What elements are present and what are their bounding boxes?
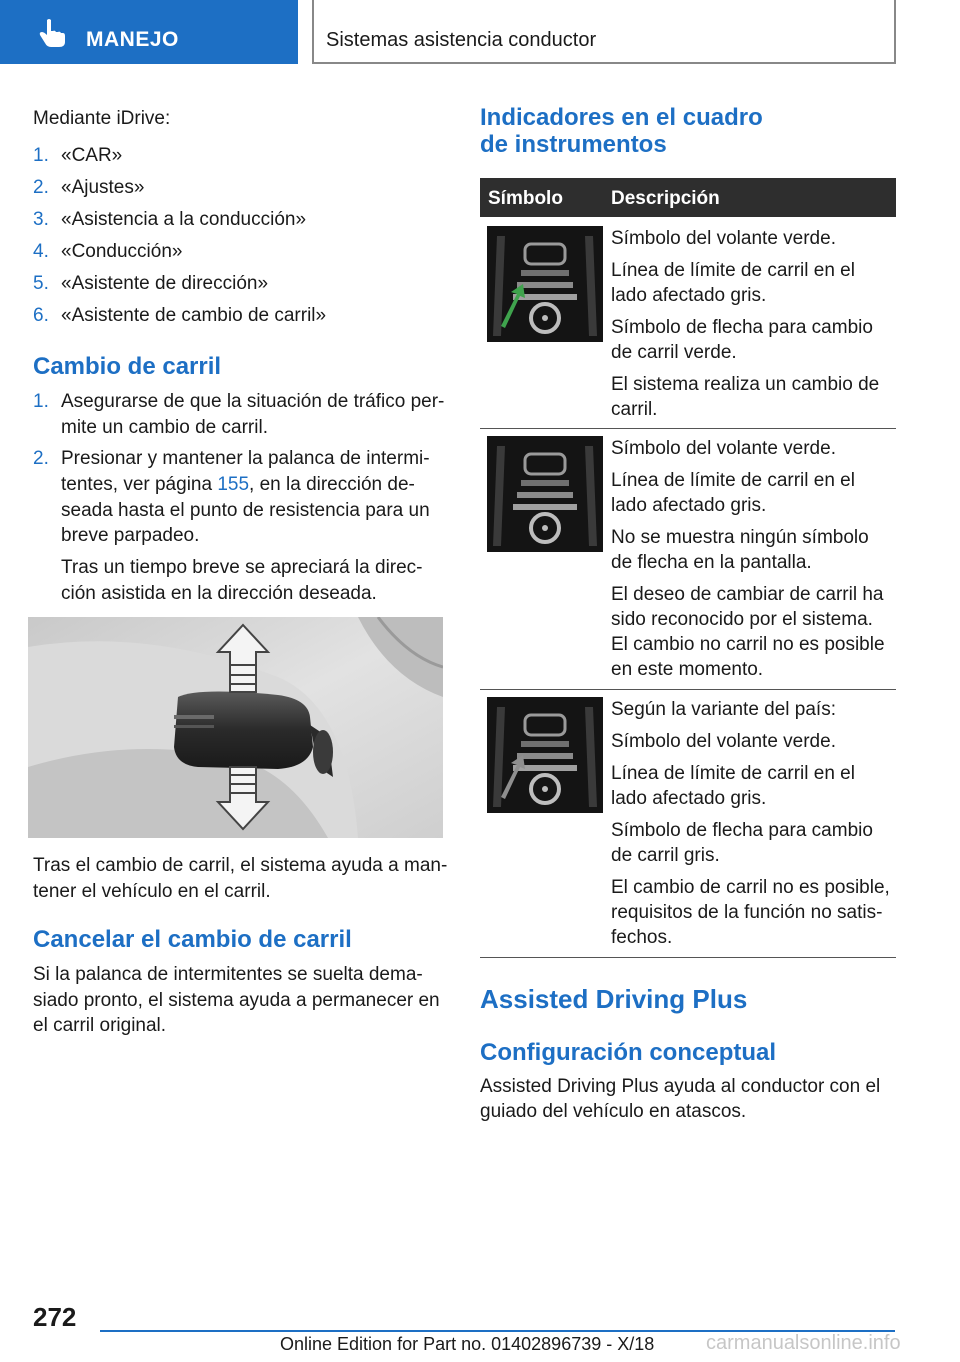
step-text: «Asistente de dirección» (61, 273, 269, 294)
lane-change-heading: Cambio de carril (33, 353, 222, 380)
step-number: 2. (33, 448, 49, 469)
row-description: Símbolo del volante verde. Línea de límite de carril en el lado afectado gris. No se muestra ningún símbolo de flecha en la pantalla. El deseo de cambiar de carril ha sido reconocido por el sistema. El cambio no carril no es posible en este momento. (611, 438, 885, 680)
body-text: siado pronto, el sistema ayuda a permanecer en (33, 990, 440, 1011)
body-text: tener el vehículo en el carril. (33, 881, 271, 902)
step-text: «Conducción» (61, 241, 183, 262)
step-text: Presionar y mantener la palanca de intermi‐ (61, 448, 430, 469)
step-text: ción asistida en la dirección deseada. (61, 583, 377, 604)
steering-wheel-lane-icon (487, 226, 603, 342)
step-text: «Asistente de cambio de carril» (61, 305, 327, 326)
step-number: 6. (33, 305, 49, 326)
row-description: Según la variante del país: Símbolo del volante verde. Línea de límite de carril en el lado afectado gris. Símbolo de flecha para cambio de carril gris. El cambio de carril no es posible, requisitos de la función no satis‐fechos. (611, 699, 890, 948)
step-number: 1. (33, 391, 49, 412)
watermark: carmanualsonline.info (706, 1332, 901, 1354)
column-header-description: Descripción (611, 188, 720, 209)
body-text: Si la palanca de intermitentes se suelta dema‐ (33, 964, 423, 985)
edition-info: Online Edition for Part no. 01402896739 - X/18 (280, 1334, 655, 1354)
step-text: Asegurarse de que la situación de tráfico per‐ (61, 391, 445, 412)
step-number: 1. (33, 145, 49, 166)
step-number: 3. (33, 209, 49, 230)
section-title: MANEJO (86, 28, 179, 51)
steering-wheel-lane-icon (487, 436, 603, 552)
step-text: mite un cambio de carril. (61, 417, 268, 438)
step-number: 2. (33, 177, 49, 198)
table-header (480, 178, 896, 217)
page-link-155[interactable]: 155 (217, 474, 250, 495)
step-number: 4. (33, 241, 49, 262)
row-divider (480, 428, 896, 429)
lever-illustration (28, 617, 443, 838)
column-header-symbol: Símbolo (488, 188, 563, 209)
page-number: 272 (33, 1302, 77, 1332)
row-divider (480, 689, 896, 690)
body-text: el carril original. (33, 1015, 167, 1036)
step-text: breve parpadeo. (61, 525, 200, 546)
assisted-driving-plus-heading: Assisted Driving Plus (480, 984, 748, 1014)
step-text: «CAR» (61, 145, 123, 166)
chapter-title: Sistemas asistencia conductor (326, 29, 597, 51)
intro-text: Mediante iDrive: (33, 108, 171, 129)
body-text: Tras el cambio de carril, el sistema ayuda a man‐ (33, 855, 448, 876)
lane-change-recognized-symbol (487, 436, 603, 552)
step-text: «Ajustes» (61, 177, 145, 198)
hand-pointer-icon (38, 18, 66, 48)
concept-heading: Configuración conceptual (480, 1039, 777, 1066)
turn-signal-lever-figure (28, 617, 443, 838)
step-text: seada hasta el punto de resistencia para un (61, 500, 430, 521)
section-tab (0, 0, 298, 64)
body-text: guiado del vehículo en atascos. (480, 1101, 747, 1122)
row-divider (480, 957, 896, 958)
indicators-heading-line2: de instrumentos (480, 131, 667, 158)
row-description: Símbolo del volante verde. Línea de límite de carril en el lado afectado gris. Símbolo de flecha para cambio de carril verde. El sistema realiza un cambio de carril. (611, 228, 880, 420)
indicators-heading-line1: Indicadores en el cuadro (480, 104, 763, 131)
steering-wheel-lane-icon (487, 697, 603, 813)
lane-change-unavailable-symbol (487, 697, 603, 813)
cancel-lane-change-heading: Cancelar el cambio de carril (33, 926, 352, 953)
lane-change-active-symbol (487, 226, 603, 342)
body-text: Assisted Driving Plus ayuda al conductor con el (480, 1076, 881, 1097)
step-text: tentes, ver página 155, en la dirección de‐ (61, 474, 415, 495)
step-number: 5. (33, 273, 49, 294)
step-text: «Asistencia a la conducción» (61, 209, 307, 230)
step-text: Tras un tiempo breve se apreciará la direc‐ (61, 557, 423, 578)
